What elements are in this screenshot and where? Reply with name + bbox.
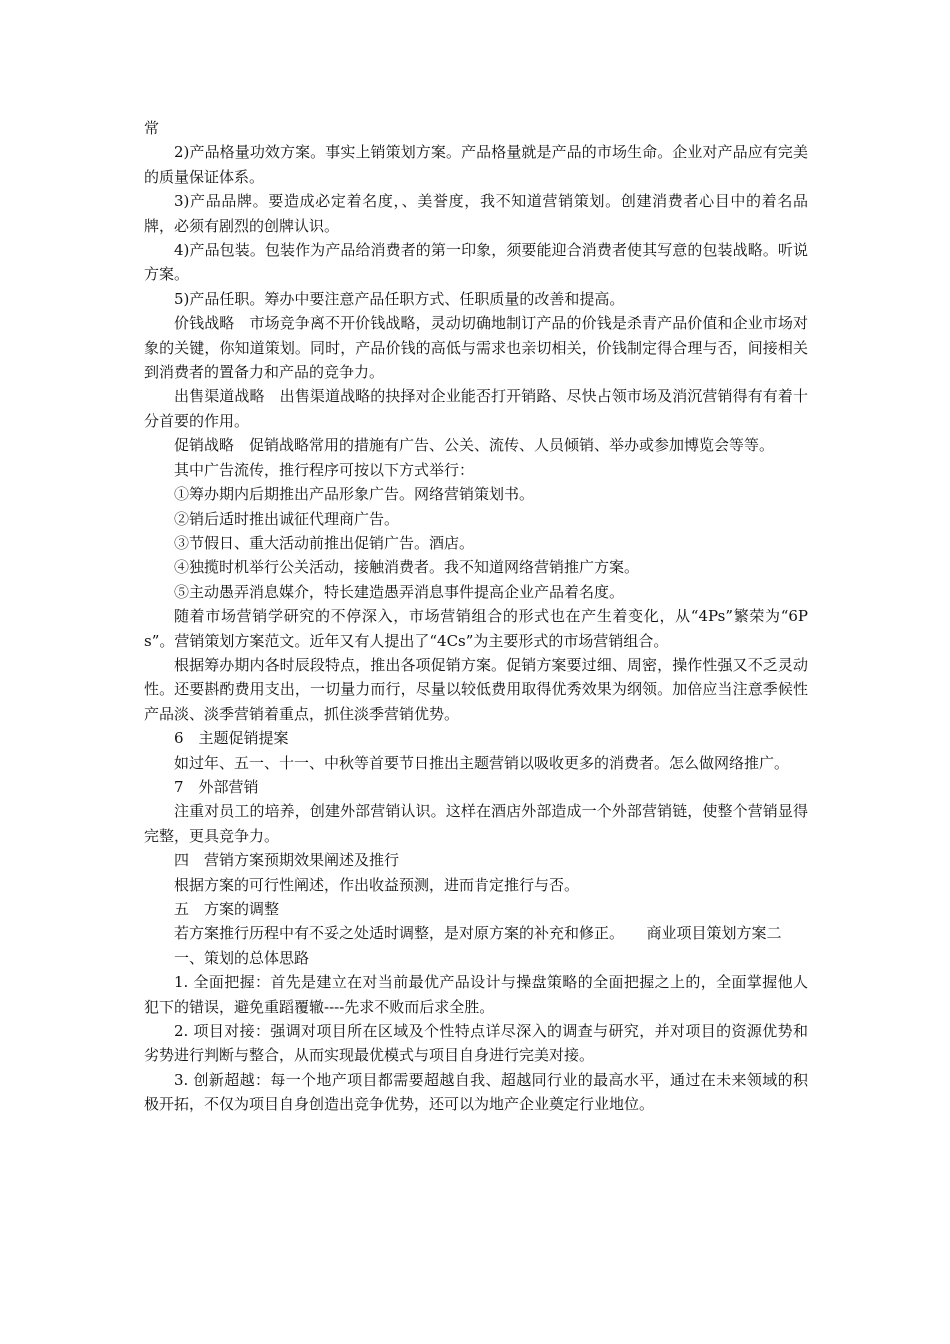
list-item: ③节假日、重大活动前推出促销广告。酒店。 [174, 533, 475, 552]
paragraph: 根据方案的可行性阐述，作出收益预测，进而肯定推行与否。 [174, 875, 580, 894]
paragraph: 价钱战略 市场竞争离不开价钱战略，灵动切确地制订产品的价钱是杀青产品价值和企业市场对象的关键，你知道策划。同时，产品价钱的高低与需求也亲切相关，价钱制定得合理与否，间接相关到消费者的置备力和产品的竞争力。 [144, 314, 808, 382]
list-item: ②销后适时推出诚征代理商广告。 [174, 509, 400, 528]
section-heading: 6 主题促销提案 [174, 729, 289, 748]
paragraph: 2. 项目对接：强调对项目所在区域及个性特点详尽深入的调查与研究，并对项目的资源优势和劣势进行判断与整合，从而实现最优模式与项目自身进行完美对接。 [144, 1022, 808, 1065]
paragraph: 1. 全面把握：首先是建立在对当前最优产品设计与操盘策略的全面把握之上的，全面掌握他人犯下的错误，避免重蹈覆辙----先求不败而后求全胜。 [144, 973, 808, 1016]
paragraph: 4)产品包装。包装作为产品给消费者的第一印象，须要能迎合消费者使其写意的包装战略。听说方案。 [144, 241, 808, 284]
list-item: ④独揽时机举行公关活动，接触消费者。我不知道网络营销推广方案。 [174, 558, 640, 577]
list-item: ①筹办期内后期推出产品形象广告。网络营销策划书。 [174, 485, 535, 504]
section-heading: 一、策划的总体思路 [174, 948, 310, 967]
paragraph: 其中广告流传，推行程序可按以下方式举行： [174, 460, 475, 479]
section-heading: 四 营销方案预期效果阐述及推行 [174, 851, 400, 870]
list-item: ⑤主动愚弄消息媒介，特长建造愚弄消息事件提高企业产品着名度。 [174, 582, 625, 601]
document-page [144, 116, 808, 1117]
section-heading: 五 方案的调整 [174, 900, 280, 918]
paragraph: 3)产品品牌。要造成必定着名度，、美誉度，我不知道营销策划。创建消费者心目中的着名品牌，必须有剧烈的创牌认识。 [144, 192, 808, 235]
paragraph: 如过年、五一、十一、中秋等首要节日推出主题营销以吸收更多的消费者。怎么做网络推广。 [174, 753, 790, 772]
paragraph: 出售渠道战略 出售渠道战略的抉择对企业能否打开销路、尽快占领市场及消沉营销得有有着十分首要的作用。 [144, 387, 808, 430]
paragraph: 3. 创新超越：每一个地产项目都需要超越自我、超越同行业的最高水平，通过在未来领域的积极开拓，不仅为项目自身创造出竞争优势，还可以为地产企业奠定行业地位。 [144, 1070, 808, 1114]
paragraph: 若方案推行历程中有不妥之处适时调整，是对原方案的补充和修正。 商业项目策划方案二 [174, 924, 782, 943]
paragraph: 随着市场营销学研究的不停深入，市场营销组合的形式也在产生着变化，从“4Ps”繁荣为“6Ps”。营销策划方案范文。近年又有人提出了“4Cs”为主要形式的市场营销组合。 [144, 607, 808, 650]
paragraph: 2)产品格量功效方案。事实上销策划方案。产品格量就是产品的市场生命。企业对产品应有完美的质量保证体系。 [144, 143, 808, 186]
paragraph: 注重对员工的培养，创建外部营销认识。这样在酒店外部造成一个外部营销链，使整个营销显得完整，更具竞争力。 [144, 802, 808, 845]
paragraph: 促销战略 促销战略常用的措施有广告、公关、流传、人员倾销、举办或参加博览会等等。 [174, 436, 775, 455]
paragraph: 5)产品任职。筹办中要注意产品任职方式、任职质量的改善和提高。 [174, 289, 625, 308]
section-heading: 7 外部营销 [174, 777, 259, 796]
paragraph: 常 [144, 119, 160, 137]
paragraph: 根据筹办期内各时辰段特点，推出各项促销方案。促销方案要过细、周密，操作性强又不乏灵动性。还要斟酌费用支出，一切量力而行，尽量以较低费用取得优秀效果为纲领。加倍应当注意季候性产品淡、淡季营销着重点，抓住淡季营销优势。 [144, 655, 808, 723]
